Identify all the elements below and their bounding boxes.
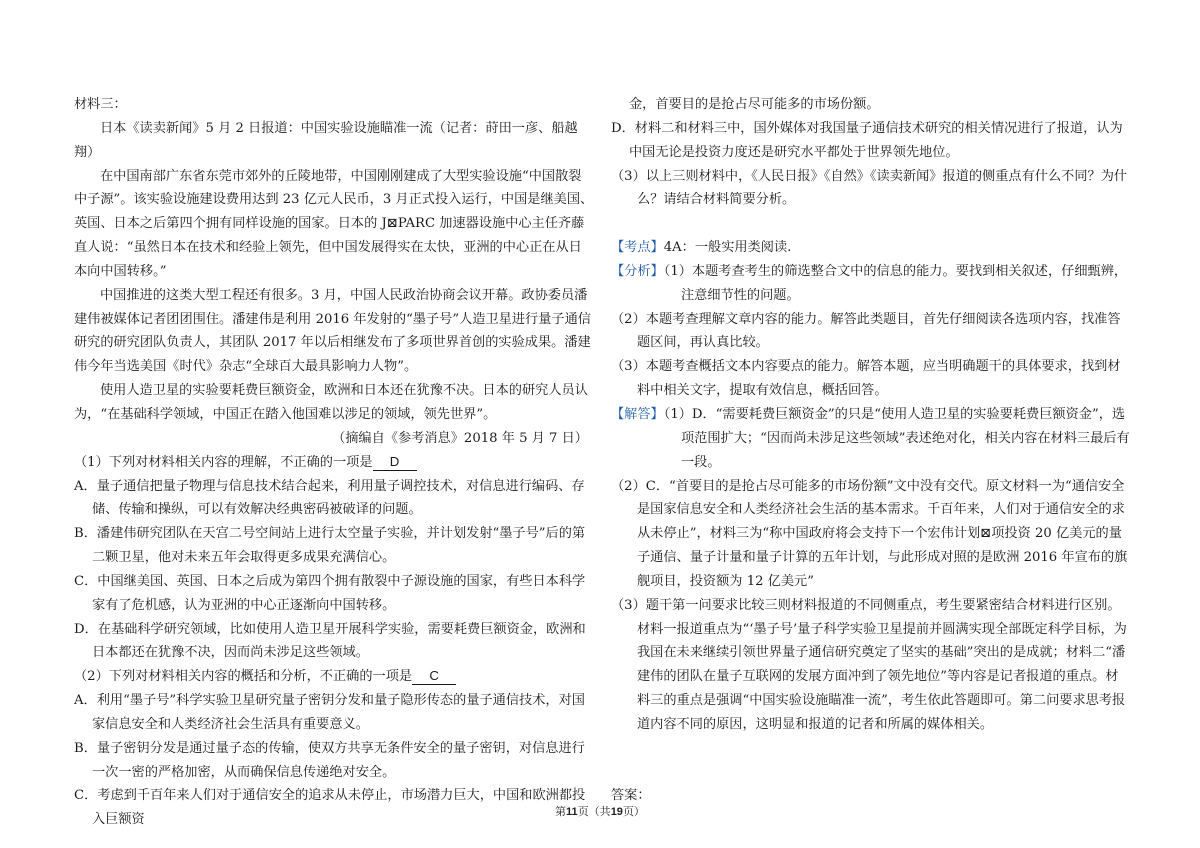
- analysis-section: [611, 260, 1131, 308]
- footer-text: 第: [555, 805, 567, 818]
- option-a: A．利用“墨子号”科学实验卫星研究量子密钥分发和量子隐形传态的量子通信技术，对国家信息安全和人类经济社会生活具有重要意义。: [74, 693, 585, 732]
- answer-label: 答案：: [611, 788, 651, 804]
- right-column: [611, 93, 1131, 808]
- left-column: [74, 93, 594, 832]
- spacer: [611, 737, 1131, 761]
- source-citation: （摘编自《参考消息》2018 年 5 月 7 日）: [332, 430, 588, 446]
- analysis-item: （1）本题考查考生的筛选整合文中的信息的能力。要找到相关叙述，仔细甄辨，注意细节性的问题。: [663, 263, 1128, 303]
- knowledge-point-tag: 【考点】: [611, 240, 664, 256]
- question-1-stem: （1）下列对材料相关内容的理解，不正确的一项是: [74, 454, 373, 470]
- knowledge-point: [611, 236, 1131, 260]
- option-c: C．中国继美国、英国、日本之后成为第四个拥有散裂中子源设施的国家，有些日本科学家有了危机感，认为亚洲的中心正逐渐向中国转移。: [74, 573, 586, 613]
- question-2-answer: C: [412, 668, 456, 685]
- option-d: D．材料二和材料三中，国外媒体对我国量子通信技术研究的相关情况进行了报道，认为中国无论是投资力度还是研究水平都处于世界领先地位。: [611, 120, 1123, 160]
- question-1-answer: D: [373, 454, 417, 471]
- solution-section: [611, 403, 1131, 475]
- solution-item: （1）D．“需要耗费巨额资金”的只是“使用人造卫星的实验要耗费巨额资金”，选项范围扩大；“因而尚未涉足这些领域”表述绝对化，相关内容在材料三最后有一段。: [663, 406, 1130, 470]
- spacer: [611, 212, 1131, 236]
- option-b: B．量子密钥分发是通过量子态的传输，使双方共享无条件安全的量子密钥，对信息进行一次一密的严格加密，从而确保信息传递绝对安全。: [74, 740, 585, 780]
- spacer: [611, 761, 1131, 785]
- material-paragraph: 在中国南部广东省东莞市郊外的丘陵地带，中国刚刚建成了大型实验设施“中国散裂中子源”。该实验设施建设费用达到 23 亿元人民币，3 月正式投入运行，中国是继美国、英国、日本之后第四个拥有同样设施的国家。日本的 J⊠PARC 加速器设施中心主任齐藤直人说：“虽然日本在技术和经验上领先，但中国发展得实在太快，亚洲的中心正在从日本向中国转移。”: [74, 168, 594, 279]
- total-pages: 19: [610, 806, 623, 818]
- option-d: D．在基础科学研究领域，比如使用人造卫星开展科学实验，需要耗费巨额资金，欧洲和日本都还在犹豫不决，因而尚未涉足这些领域。: [74, 621, 586, 661]
- question-1: [74, 451, 594, 475]
- material-three-label: 材料三：: [74, 97, 127, 112]
- knowledge-point-text: 4A：一般实用类阅读.: [663, 240, 792, 256]
- analysis-item: （2）本题考查理解文章内容的能力。解答此类题目，首先仔细阅读各选项内容，找准答题区间，再认真比较。: [611, 311, 1121, 351]
- analysis-item: （3）本题考查概括文本内容要点的能力。解答本题，应当明确题干的具体要求，找到材料中相关文字，提取有效信息，概括回答。: [611, 359, 1121, 399]
- page-footer: [0, 803, 1200, 819]
- footer-text: 页）: [622, 805, 645, 818]
- article-headline: 日本《读卖新闻》5 月 2 日报道：中国实验设施瞄准一流（记者：莳田一彦、船越翔）: [74, 120, 578, 160]
- solution-item: （3）题干第一问要求比较三则材料报道的不同侧重点，考生要紧密结合材料进行区别。材料一报道重点为“‘墨子号’量子科学实验卫星提前并圆满实现全部既定科学目标，为我国在未来继续引领世界量子通信研究奠定了坚实的基础”突出的是成就；材料二“潘建伟的团队在量子互联网的发展方面冲到了领先地位”等内容是记者报道的重点。材料三的重点是强调“中国实验设施瞄准一流”，考生依此答题即可。第二问要求思考报道内容不同的原因，这明显和报道的记者和所属的媒体相关。: [611, 597, 1127, 732]
- material-paragraph: 中国推进的这类大型工程还有很多。3 月，中国人民政治协商会议开幕。政协委员潘建伟被媒体记者团团围住。潘建伟是利用 2016 年发射的“墨子号”人造卫星进行量子通信研究的研究团队负责人，其团队 2017 年以后相继发布了多项世界首创的实验成果。潘建伟今年当选美国《时代》杂志“全球百大最具影响力人物”。: [74, 287, 591, 375]
- page-number: 11: [566, 806, 578, 818]
- analysis-tag: 【分析】: [611, 263, 664, 279]
- option-a: A．量子通信把量子物理与信息技术结合起来，利用量子调控技术，对信息进行编码、存储、传输和操纵，可以有效解决经典密码被破译的问题。: [74, 478, 585, 518]
- question-2-stem: （2）下列对材料相关内容的概括和分析，不正确的一项是: [74, 669, 413, 685]
- option-c: C．考虑到千百年来人们对于通信安全的追求从未停止，市场潜力巨大，中国和欧洲都投入巨额资: [74, 788, 586, 828]
- question-3: （3）以上三则材料中，《人民日报》《自然》《读卖新闻》报道的侧重点有什么不同？为什么？请结合材料简要分析。: [611, 168, 1128, 208]
- solution-tag: 【解答】: [611, 406, 664, 422]
- option-c-continued: 金，首要目的是抢占尽可能多的市场份额。: [629, 97, 880, 112]
- question-2: [74, 665, 594, 689]
- option-b: B．潘建伟研究团队在天宫二号空间站上进行太空量子实验，并计划发射“墨子号”后的第二颗卫星，他对未来五年会取得更多成果充满信心。: [74, 526, 586, 566]
- material-paragraph: 使用人造卫星的实验要耗费巨额资金，欧洲和日本还在犹豫不决。日本的研究人员认为，“在基础科学领域，中国正在踏入他国难以涉足的领域，领先世界”。: [74, 383, 588, 422]
- footer-text: 页（共: [577, 805, 611, 818]
- solution-item: （2）C．“首要目的是抢占尽可能多的市场份额”文中没有交代。原文材料一为“通信安全是国家信息安全和人类经济社会生活的基本需求。千百年来，人们对于通信安全的求从未停止”，材料三为“称中国政府将会支持下一个宏伟计划⊠项投资 20 亿美元的量子通信、量子计量和量子计算的五年计划，与此形成对照的是欧洲 2016 年宣布的旗舰项目，投资额为 12 亿美元”: [611, 478, 1128, 589]
